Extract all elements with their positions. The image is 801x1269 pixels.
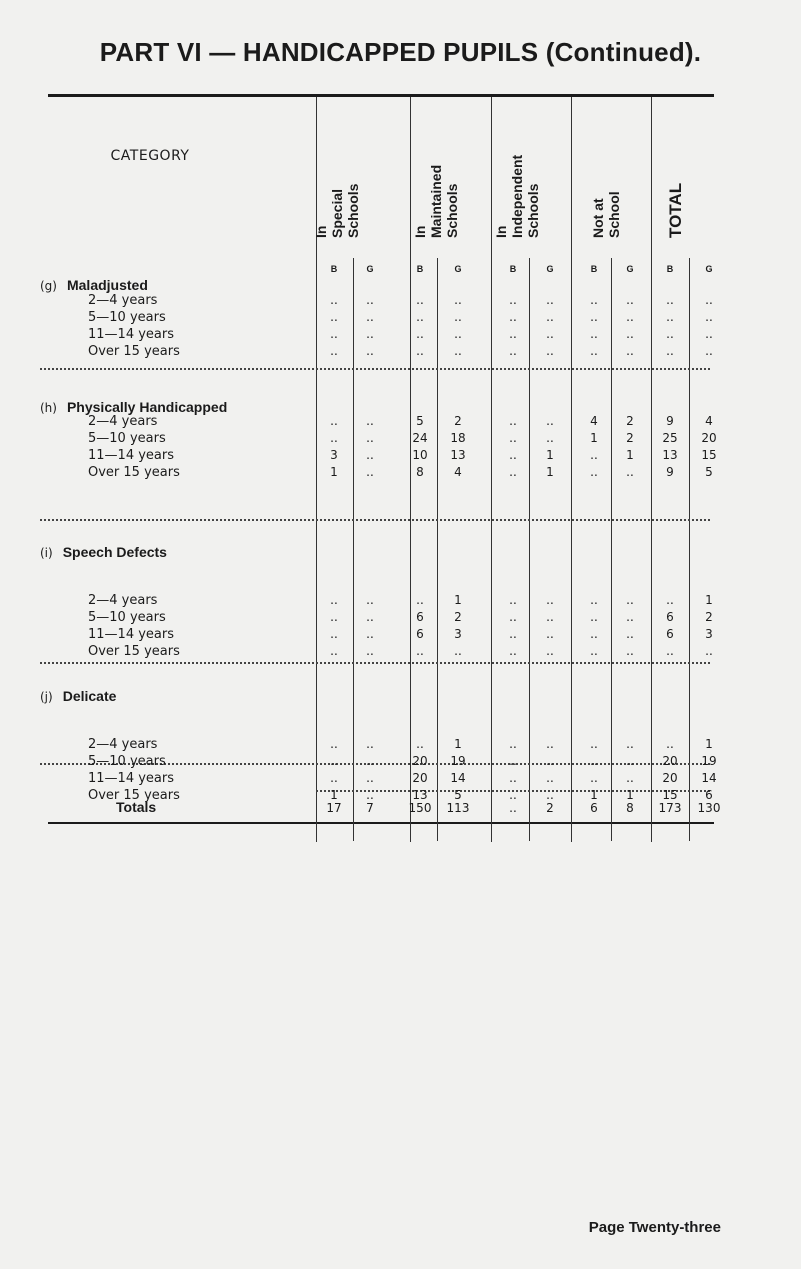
table-cell: 13 bbox=[450, 448, 466, 462]
row-label: 11—14 years bbox=[88, 327, 174, 342]
table-cell: .. bbox=[366, 448, 374, 462]
table-cell: 1 bbox=[330, 788, 338, 802]
table-cell: .. bbox=[454, 293, 462, 307]
table-cell: .. bbox=[666, 310, 674, 324]
row-label: 11—14 years bbox=[88, 771, 174, 786]
table-cell: 4 bbox=[590, 414, 598, 428]
table-cell: .. bbox=[509, 344, 517, 358]
totals-cell: 113 bbox=[446, 801, 470, 815]
row-label: Over 15 years bbox=[88, 644, 180, 659]
row-label: 2—4 years bbox=[88, 593, 158, 608]
table-cell: .. bbox=[626, 627, 634, 641]
table-cell: 4 bbox=[705, 414, 713, 428]
table-cell: .. bbox=[330, 327, 338, 341]
table-cell: .. bbox=[590, 627, 598, 641]
table-cell: .. bbox=[366, 327, 374, 341]
totals-cell: 7 bbox=[366, 801, 374, 815]
totals-cell: 6 bbox=[590, 801, 598, 815]
row-label: 5—10 years bbox=[88, 431, 166, 446]
table-cell: .. bbox=[590, 465, 598, 479]
table-cell: 1 bbox=[705, 593, 713, 607]
table-cell: 19 bbox=[450, 754, 466, 768]
table-cell: .. bbox=[509, 644, 517, 658]
table-cell: .. bbox=[366, 737, 374, 751]
table-cell: .. bbox=[330, 627, 338, 641]
column-divider bbox=[651, 97, 652, 842]
section-separator bbox=[40, 662, 710, 664]
table-cell: .. bbox=[366, 310, 374, 324]
table-cell: .. bbox=[546, 788, 554, 802]
table-cell: 9 bbox=[666, 414, 674, 428]
table-cell: .. bbox=[330, 593, 338, 607]
section-heading bbox=[40, 544, 167, 560]
table-cell: .. bbox=[705, 344, 713, 358]
table-cell: .. bbox=[366, 344, 374, 358]
table-cell: .. bbox=[705, 310, 713, 324]
section-heading bbox=[40, 399, 227, 415]
table-cell: .. bbox=[509, 754, 517, 768]
table-cell: .. bbox=[705, 293, 713, 307]
boys-subheader: B bbox=[509, 264, 517, 274]
girls-subheader: G bbox=[626, 264, 634, 274]
totals-cell: .. bbox=[509, 801, 517, 815]
table-cell: 13 bbox=[662, 448, 678, 462]
table-cell: 1 bbox=[330, 465, 338, 479]
table-cell: .. bbox=[590, 644, 598, 658]
table-cell: .. bbox=[626, 754, 634, 768]
table-cell: 1 bbox=[454, 737, 462, 751]
table-cell: .. bbox=[416, 593, 424, 607]
table-cell: 5 bbox=[454, 788, 462, 802]
boys-subheader: B bbox=[330, 264, 338, 274]
table-cell: .. bbox=[366, 465, 374, 479]
table-cell: .. bbox=[509, 414, 517, 428]
table-cell: .. bbox=[509, 627, 517, 641]
page-footer: Page Twenty-three bbox=[588, 1219, 721, 1236]
table-cell: .. bbox=[330, 293, 338, 307]
table-cell: .. bbox=[416, 327, 424, 341]
girls-subheader: G bbox=[705, 264, 713, 274]
table-cell: .. bbox=[546, 310, 554, 324]
section-letter: (j) bbox=[40, 690, 53, 704]
table-cell: .. bbox=[666, 644, 674, 658]
table-cell: 2 bbox=[454, 414, 462, 428]
table-cell: .. bbox=[666, 293, 674, 307]
row-label: 2—4 years bbox=[88, 293, 158, 308]
table-cell: .. bbox=[509, 431, 517, 445]
table-cell: .. bbox=[509, 448, 517, 462]
table-cell: .. bbox=[416, 310, 424, 324]
table-cell: .. bbox=[590, 771, 598, 785]
section-letter: (i) bbox=[40, 546, 53, 560]
table-cell: .. bbox=[509, 310, 517, 324]
table-cell: .. bbox=[366, 627, 374, 641]
table-cell: .. bbox=[330, 771, 338, 785]
category-header: CATEGORY bbox=[110, 148, 190, 164]
col-header-maintained: In Maintained Schools bbox=[412, 164, 460, 238]
table-cell: .. bbox=[666, 344, 674, 358]
table-cell: .. bbox=[590, 327, 598, 341]
table-cell: .. bbox=[366, 593, 374, 607]
row-label: 11—14 years bbox=[88, 627, 174, 642]
table-cell: 1 bbox=[590, 431, 598, 445]
table-cell: .. bbox=[330, 431, 338, 445]
table-cell: 1 bbox=[454, 593, 462, 607]
table-cell: .. bbox=[666, 327, 674, 341]
girls-subheader: G bbox=[454, 264, 462, 274]
table-cell: 20 bbox=[662, 771, 678, 785]
table-cell: 2 bbox=[454, 610, 462, 624]
table-cell: .. bbox=[366, 644, 374, 658]
table-cell: .. bbox=[509, 293, 517, 307]
table-cell: 24 bbox=[412, 431, 428, 445]
table-cell: .. bbox=[546, 414, 554, 428]
bg-divider bbox=[437, 258, 438, 841]
section-name: Physically Handicapped bbox=[66, 399, 228, 415]
table-cell: .. bbox=[546, 431, 554, 445]
section-heading bbox=[40, 277, 148, 293]
table-cell: .. bbox=[705, 644, 713, 658]
table-cell: .. bbox=[666, 737, 674, 751]
row-label: 11—14 years bbox=[88, 448, 174, 463]
table-cell: 15 bbox=[662, 788, 678, 802]
table-cell: .. bbox=[546, 593, 554, 607]
table-cell: 10 bbox=[412, 448, 428, 462]
table-cell: .. bbox=[626, 644, 634, 658]
table-cell: 20 bbox=[412, 771, 428, 785]
table-cell: 6 bbox=[705, 788, 713, 802]
table-cell: 14 bbox=[450, 771, 466, 785]
table-cell: .. bbox=[509, 737, 517, 751]
row-label: Over 15 years bbox=[88, 344, 180, 359]
table-cell: .. bbox=[705, 327, 713, 341]
table-cell: .. bbox=[454, 644, 462, 658]
table-cell: 2 bbox=[626, 431, 634, 445]
row-label: 2—4 years bbox=[88, 737, 158, 752]
table-cell: .. bbox=[546, 293, 554, 307]
table-cell: .. bbox=[509, 788, 517, 802]
section-separator bbox=[40, 368, 710, 370]
table-cell: .. bbox=[666, 593, 674, 607]
table-cell: .. bbox=[546, 610, 554, 624]
col-header-special: In Special Schools bbox=[313, 183, 361, 238]
table-cell: 1 bbox=[546, 465, 554, 479]
section-letter: (g) bbox=[40, 279, 57, 293]
boys-subheader: B bbox=[590, 264, 598, 274]
table-top-rule bbox=[48, 94, 714, 97]
table-cell: .. bbox=[330, 344, 338, 358]
table-cell: 3 bbox=[330, 448, 338, 462]
totals-cell: 173 bbox=[658, 801, 682, 815]
table-cell: .. bbox=[626, 465, 634, 479]
table-cell: 4 bbox=[454, 465, 462, 479]
bg-divider bbox=[689, 258, 690, 841]
row-label: 5—10 years bbox=[88, 754, 166, 769]
table-cell: .. bbox=[416, 644, 424, 658]
section-letter: (h) bbox=[40, 401, 57, 415]
table-cell: 20 bbox=[662, 754, 678, 768]
page-title: PART VI — HANDICAPPED PUPILS (Continued). bbox=[99, 37, 702, 67]
row-label: 5—10 years bbox=[88, 610, 166, 625]
table-cell: .. bbox=[590, 737, 598, 751]
table-cell: .. bbox=[626, 593, 634, 607]
table-cell: .. bbox=[416, 737, 424, 751]
table-cell: .. bbox=[546, 771, 554, 785]
table-cell: .. bbox=[416, 293, 424, 307]
table-cell: 20 bbox=[701, 431, 717, 445]
table-cell: .. bbox=[626, 737, 634, 751]
table-cell: 8 bbox=[416, 465, 424, 479]
col-header-independent: In Independent Schools bbox=[493, 154, 541, 238]
table-cell: .. bbox=[454, 344, 462, 358]
table-cell: .. bbox=[330, 414, 338, 428]
table-cell: 6 bbox=[666, 627, 674, 641]
table-cell: .. bbox=[590, 754, 598, 768]
table-cell: 15 bbox=[701, 448, 717, 462]
col-header-total: TOTAL bbox=[666, 182, 685, 238]
column-divider bbox=[491, 97, 492, 842]
section-separator bbox=[40, 519, 710, 521]
table-cell: 2 bbox=[705, 610, 713, 624]
table-cell: .. bbox=[330, 610, 338, 624]
column-divider bbox=[571, 97, 572, 842]
table-cell: .. bbox=[366, 771, 374, 785]
table-cell: .. bbox=[626, 344, 634, 358]
section-name: Speech Defects bbox=[62, 544, 167, 560]
table-cell: .. bbox=[454, 327, 462, 341]
table-cell: .. bbox=[546, 627, 554, 641]
row-label: Over 15 years bbox=[88, 788, 180, 803]
table-cell: .. bbox=[330, 754, 338, 768]
table-cell: .. bbox=[590, 593, 598, 607]
girls-subheader: G bbox=[546, 264, 554, 274]
table-cell: 1 bbox=[705, 737, 713, 751]
row-label: 5—10 years bbox=[88, 310, 166, 325]
table-cell: .. bbox=[626, 293, 634, 307]
table-cell: 5 bbox=[705, 465, 713, 479]
table-cell: .. bbox=[590, 448, 598, 462]
table-cell: .. bbox=[546, 644, 554, 658]
table-cell: .. bbox=[546, 754, 554, 768]
table-cell: .. bbox=[509, 771, 517, 785]
table-cell: 5 bbox=[416, 414, 424, 428]
table-cell: 6 bbox=[416, 610, 424, 624]
table-cell: .. bbox=[330, 737, 338, 751]
table-cell: .. bbox=[509, 465, 517, 479]
table-cell: 6 bbox=[416, 627, 424, 641]
table-cell: .. bbox=[366, 610, 374, 624]
table-cell: .. bbox=[416, 344, 424, 358]
table-cell: 3 bbox=[454, 627, 462, 641]
table-cell: .. bbox=[509, 327, 517, 341]
table-cell: 25 bbox=[662, 431, 678, 445]
section-name: Delicate bbox=[62, 688, 117, 704]
table-cell: .. bbox=[626, 610, 634, 624]
table-cell: .. bbox=[590, 610, 598, 624]
table-cell: 1 bbox=[626, 788, 634, 802]
boys-subheader: B bbox=[666, 264, 674, 274]
table-cell: 2 bbox=[626, 414, 634, 428]
table-cell: 1 bbox=[626, 448, 634, 462]
table-cell: .. bbox=[366, 431, 374, 445]
table-cell: 9 bbox=[666, 465, 674, 479]
totals-cell: 150 bbox=[408, 801, 432, 815]
table-cell: 6 bbox=[666, 610, 674, 624]
table-cell: .. bbox=[626, 310, 634, 324]
table-cell: .. bbox=[330, 310, 338, 324]
table-cell: 3 bbox=[705, 627, 713, 641]
totals-cell: 17 bbox=[326, 801, 342, 815]
table-cell: .. bbox=[546, 327, 554, 341]
row-label: Over 15 years bbox=[88, 465, 180, 480]
table-cell: .. bbox=[330, 644, 338, 658]
table-cell: .. bbox=[509, 593, 517, 607]
section-name: Maladjusted bbox=[66, 277, 148, 293]
row-label: 2—4 years bbox=[88, 414, 158, 429]
table-cell: .. bbox=[590, 310, 598, 324]
boys-subheader: B bbox=[416, 264, 424, 274]
table-cell: 18 bbox=[450, 431, 466, 445]
table-cell: .. bbox=[509, 610, 517, 624]
totals-cell: 130 bbox=[697, 801, 721, 815]
table-cell: .. bbox=[366, 293, 374, 307]
girls-subheader: G bbox=[366, 264, 374, 274]
table-cell: .. bbox=[546, 344, 554, 358]
totals-cell: 2 bbox=[546, 801, 554, 815]
table-cell: .. bbox=[366, 788, 374, 802]
table-cell: .. bbox=[626, 327, 634, 341]
table-cell: .. bbox=[546, 737, 554, 751]
totals-label: Totals bbox=[116, 799, 157, 815]
bg-divider bbox=[611, 258, 612, 841]
table-cell: 1 bbox=[590, 788, 598, 802]
col-header-not-at-school: Not at School bbox=[590, 191, 622, 238]
table-cell: 19 bbox=[701, 754, 717, 768]
table-cell: .. bbox=[366, 754, 374, 768]
section-heading bbox=[40, 688, 116, 704]
table-cell: .. bbox=[590, 344, 598, 358]
totals-cell: 8 bbox=[626, 801, 634, 815]
table-cell: .. bbox=[454, 310, 462, 324]
table-cell: 13 bbox=[412, 788, 428, 802]
table-cell: .. bbox=[366, 414, 374, 428]
table-bottom-rule bbox=[48, 822, 714, 824]
table-cell: 20 bbox=[412, 754, 428, 768]
table-cell: .. bbox=[626, 771, 634, 785]
table-cell: 1 bbox=[546, 448, 554, 462]
table-cell: 14 bbox=[701, 771, 717, 785]
table-cell: .. bbox=[590, 293, 598, 307]
